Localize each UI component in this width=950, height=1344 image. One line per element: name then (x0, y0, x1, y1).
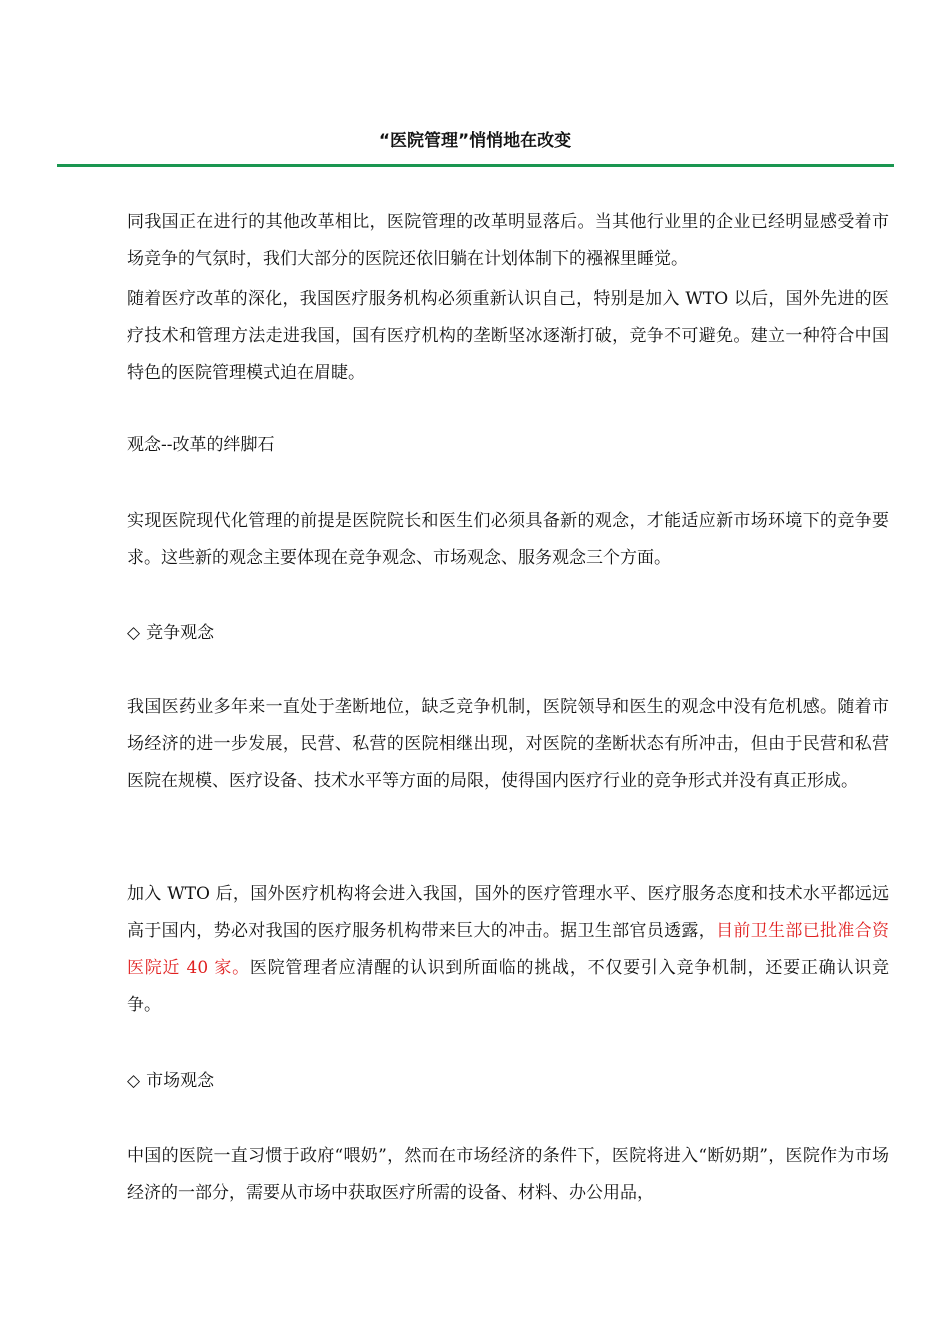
paragraph-concepts: 实现医院现代化管理的前提是医院院长和医生们必须具备新的观念，才能适应新市场环境下的竞争要求。这些新的观念主要体现在竞争观念、市场观念、服务观念三个方面。 (127, 511, 889, 568)
paragraph-wto-text-end: 医院管理者应清醒的认识到所面临的挑战，不仅要引入竞争机制，还要正确认识竞争。 (127, 958, 889, 1015)
paragraph-wto-text: 加入 WTO 后，国外医疗机构将会进入我国，国外的医疗管理水平、医疗服务态度和技术水平都远远高于国内，势必对我国的医疗服务机构带来巨大的冲击。据卫生部官员透露， (127, 884, 889, 941)
paragraph-wto (127, 876, 889, 1024)
title-divider (57, 164, 894, 167)
diamond-bullet-icon: ◇ (127, 1071, 141, 1091)
highlighted-statistic: 目前卫生部已批准合资医院近 40 家。 (127, 921, 890, 978)
subheading-competition (127, 615, 889, 652)
paragraph-market: 中国的医院一直习惯于政府“喂奶”，然而在市场经济的条件下，医院将进入“断奶期”，医院作为市场经济的一部分，需要从市场中获取医疗所需的设备、材料、办公用品， (127, 1146, 889, 1203)
page-title: “医院管理”悄悄地在改变 (378, 131, 572, 151)
subheading-market (127, 1063, 889, 1100)
section-heading-concept: 观念--改革的绊脚石 (127, 435, 275, 455)
paragraph-intro: 同我国正在进行的其他改革相比，医院管理的改革明显落后。当其他行业里的企业已经明显感受着市场竞争的气氛时，我们大部分的医院还依旧躺在计划体制下的襁褓里睡觉。 (127, 212, 889, 269)
paragraph-reform: 随着医疗改革的深化，我国医疗服务机构必须重新认识自己，特别是加入 WTO 以后，国外先进的医疗技术和管理方法走进我国，国有医疗机构的垄断坚冰逐渐打破，竞争不可避免。建立一种符合中国特色的医院管理模式迫在眉睫。 (127, 289, 889, 383)
subheading-market-label: 市场观念 (146, 1071, 215, 1091)
paragraph-monopoly: 我国医药业多年来一直处于垄断地位，缺乏竞争机制，医院领导和医生的观念中没有危机感。随着市场经济的进一步发展，民营、私营的医院相继出现，对医院的垄断状态有所冲击，但由于民营和私营医院在规模、医疗设备、技术水平等方面的局限，使得国内医疗行业的竞争形式并没有真正形成。 (127, 697, 889, 791)
subheading-competition-label: 竞争观念 (146, 623, 215, 643)
diamond-bullet-icon: ◇ (127, 623, 141, 643)
